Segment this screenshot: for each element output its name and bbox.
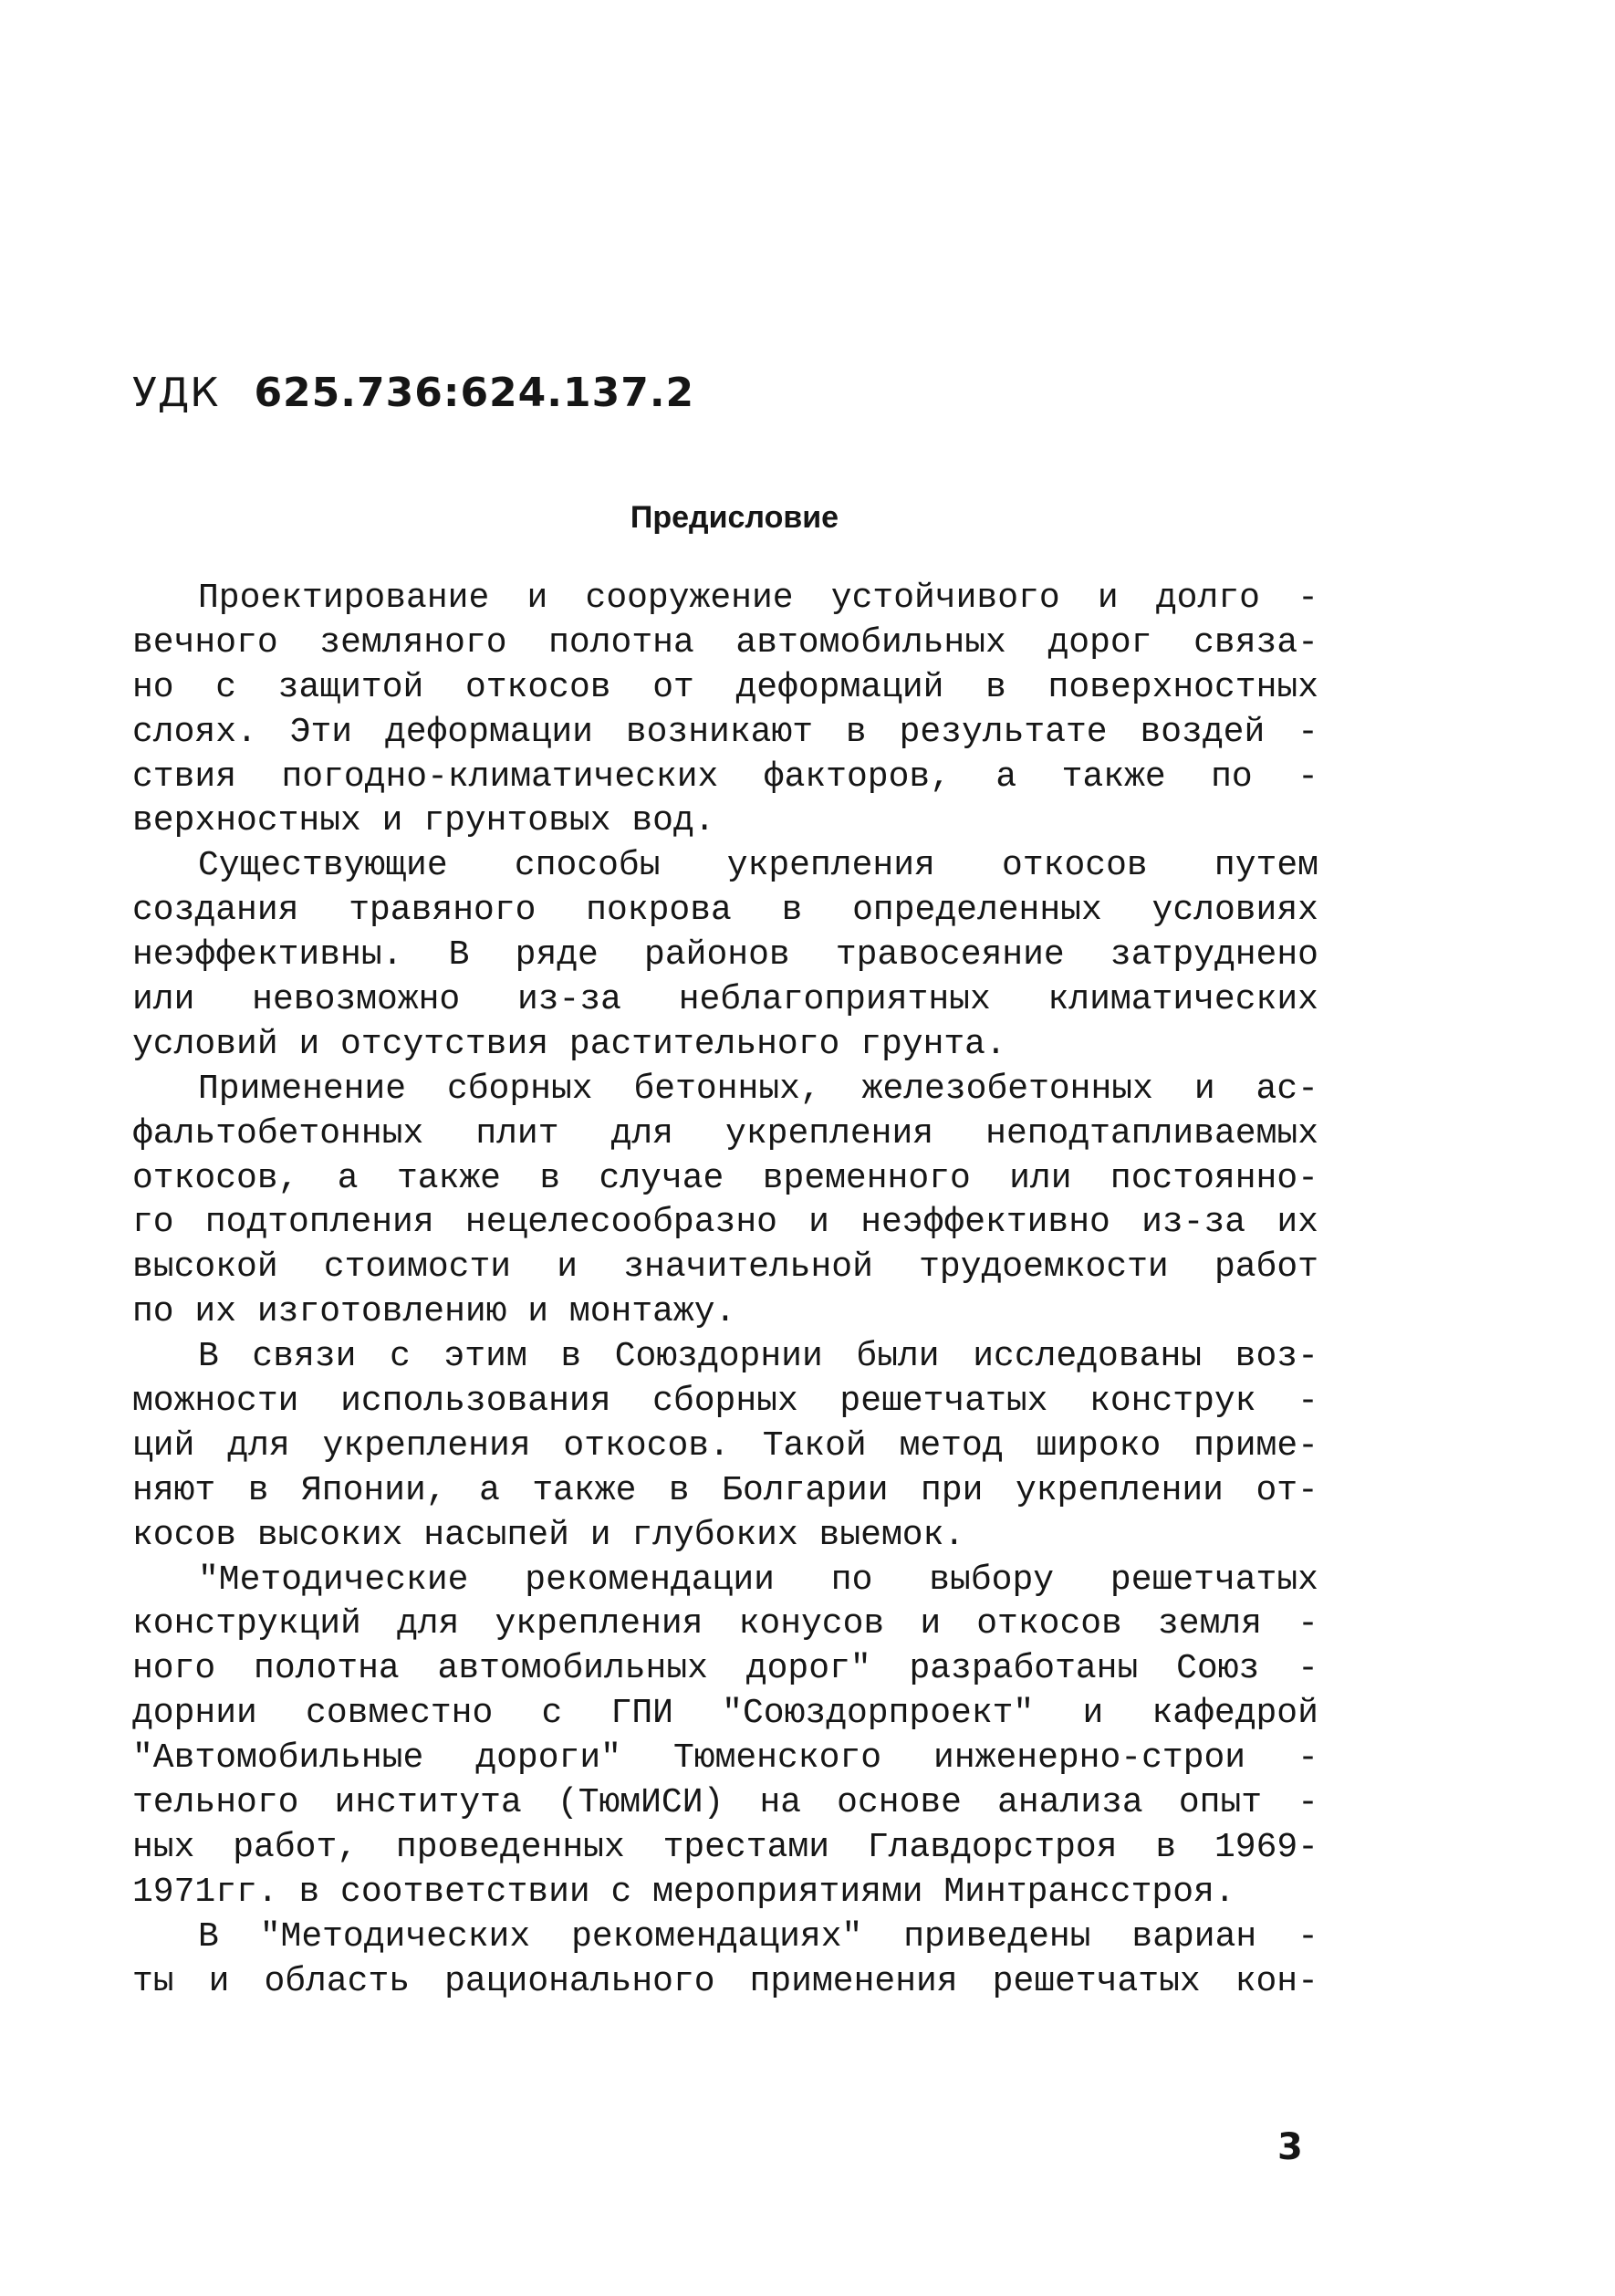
text-line: В "Методических рекомендациях" приведены вариан - <box>198 1916 1318 1957</box>
text-line: верхностных и грунтовых вод. <box>132 801 715 841</box>
text-line: неэффективны. В ряде районов травосеяние затруднено <box>132 935 1318 976</box>
text-line: откосов, а также в случае временного или постоянно- <box>132 1158 1318 1198</box>
text-line: косов высоких насыпей и глубоких выемок. <box>132 1515 965 1555</box>
text-line: ций для укрепления откосов. Такой метод широко приме- <box>132 1425 1318 1466</box>
text-line: няют в Японии, а также в Болгарии при укреплении от- <box>132 1470 1318 1510</box>
text-line: "Автомобильные дороги" Тюменского инженерно-строи - <box>132 1738 1318 1779</box>
text-line: слоях. Эти деформации возникают в результате воздей - <box>132 712 1318 752</box>
text-line: Проектирование и сооружение устойчивого и долго - <box>198 579 1318 618</box>
text-line: фальтобетонных плит для укрепления неподтапливаемых <box>132 1113 1318 1153</box>
udk-number: 625.736:624.137.2 <box>254 370 695 416</box>
text-line: тельного института (ТюмИСИ) на основе анализа опыт - <box>132 1783 1318 1823</box>
text-line: дорнии совместно с ГПИ "Союздорпроект" и кафедрой <box>132 1694 1318 1734</box>
text-line: Существующие способы укрепления откосов путем <box>198 846 1318 886</box>
udk-line <box>132 370 694 416</box>
text-line: но с защитой откосов от деформаций в поверхностных <box>132 667 1318 707</box>
udk-label: УДК <box>132 370 220 416</box>
text-line: "Методические рекомендации по выбору решетчатых <box>198 1560 1318 1600</box>
text-line: 1971гг. в соответствии с мероприятиями Минтрансстроя. <box>132 1872 1235 1912</box>
page-title: Предисловие <box>630 500 839 535</box>
text-line: высокой стоимости и значительной трудоемкости работ <box>132 1247 1318 1288</box>
page-number: 3 <box>1277 2126 1303 2168</box>
text-line: ствия погодно-климатических факторов, а также по - <box>132 757 1318 797</box>
text-line: или невозможно из-за неблагоприятных климатических <box>132 980 1318 1020</box>
text-line: Применение сборных бетонных, железобетонных и ас- <box>198 1069 1318 1109</box>
body-text <box>132 577 1318 2005</box>
text-line: конструкций для укрепления конусов и откосов земля - <box>132 1604 1318 1644</box>
text-line: по их изготовлению и монтажу. <box>132 1292 736 1332</box>
text-line: ного полотна автомобильных дорог" разработаны Союз - <box>132 1649 1318 1689</box>
text-line: ных работ, проведенных трестами Главдорстроя в 1969- <box>132 1827 1318 1867</box>
text-line: го подтопления нецелесообразно и неэффективно из-за их <box>132 1203 1318 1243</box>
text-line: создания травяного покрова в определенных условиях <box>132 891 1318 931</box>
text-line: условий и отсутствия растительного грунта. <box>132 1024 1006 1064</box>
text-line: вечного земляного полотна автомобильных дорог связа- <box>132 622 1318 663</box>
text-line: В связи с этим в Союздорнии были исследованы воз- <box>198 1337 1318 1377</box>
text-line: можности использования сборных решетчатых конструк - <box>132 1382 1318 1422</box>
text-line: ты и область рационального применения решетчатых кон- <box>132 1961 1318 2001</box>
